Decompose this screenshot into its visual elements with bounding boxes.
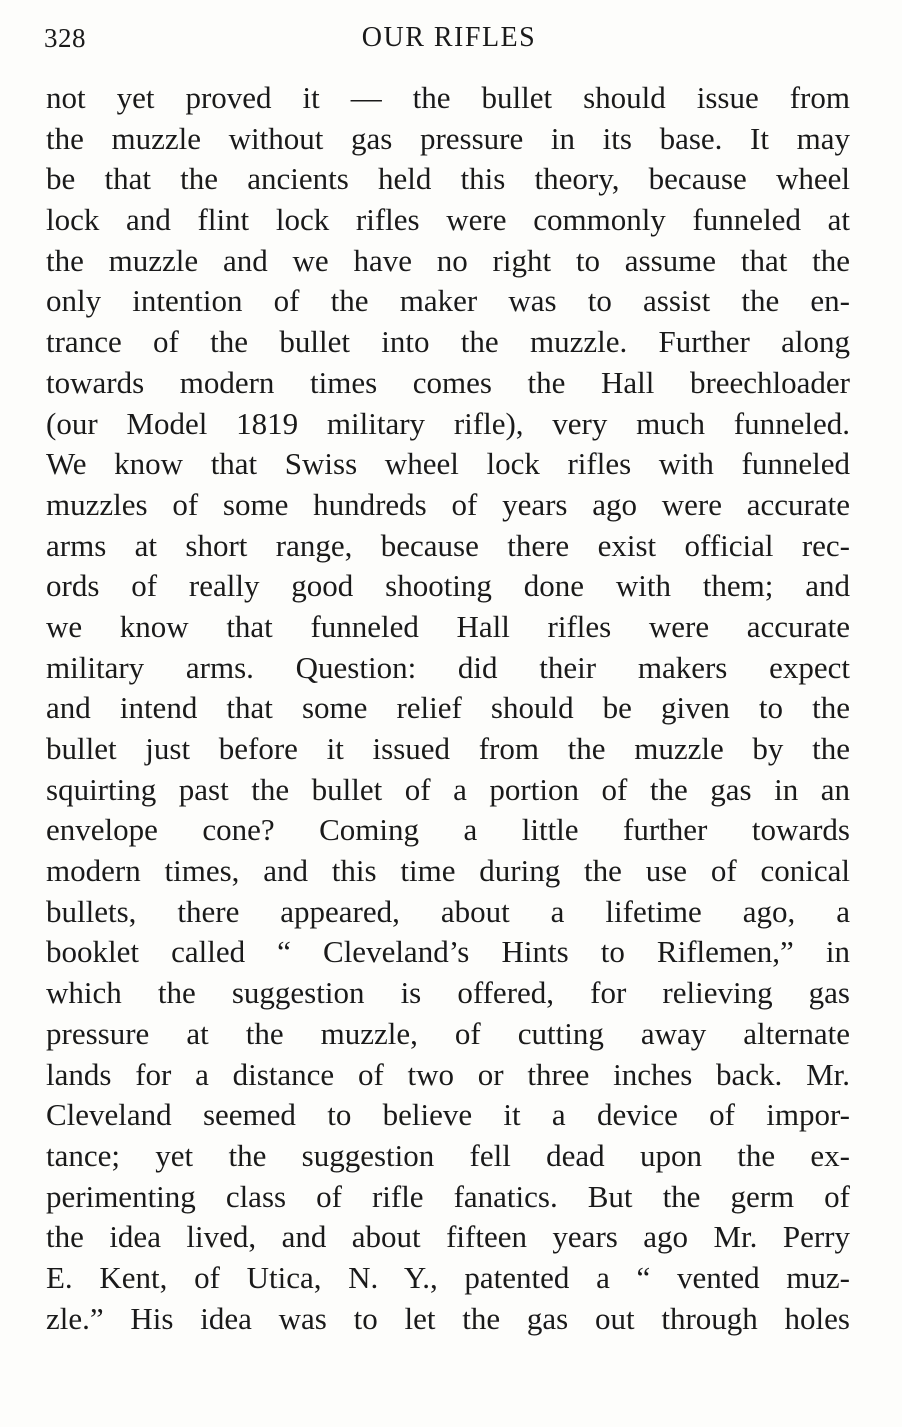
text-line: zle.” His idea was to let the gas out through holes xyxy=(46,1300,850,1336)
text-line: the idea lived, and about fifteen years ago Mr. Perry xyxy=(46,1219,850,1255)
text-line: the muzzle without gas pressure in its base. It may xyxy=(46,120,850,156)
text-line: modern times, and this time during the use of conical xyxy=(46,853,850,889)
text-line: bullet just before it issued from the muzzle by the xyxy=(46,731,850,766)
text-line: not yet proved it — the bullet should issue from xyxy=(46,80,850,115)
text-line: We know that Swiss wheel lock rifles with funneled xyxy=(46,446,850,482)
text-line: perimenting class of rifle fanatics. But the germ of xyxy=(46,1178,850,1214)
page-header xyxy=(44,18,854,58)
body-text xyxy=(46,78,850,1339)
running-head: OUR RIFLES xyxy=(361,22,537,53)
text-line: lock and flint lock rifles were commonly funneled at xyxy=(46,202,850,238)
text-line: and intend that some relief should be given to the xyxy=(46,690,850,726)
text-line: E. Kent, of Utica, N. Y., patented a “ vented muz- xyxy=(46,1259,850,1295)
text-line: pressure at the muzzle, of cutting away alternate xyxy=(46,1015,850,1051)
text-line: arms at short range, because there exist official rec- xyxy=(46,527,850,563)
text-line: ords of really good shooting done with them; and xyxy=(46,568,850,604)
text-line: we know that funneled Hall rifles were accurate xyxy=(46,608,850,644)
text-line: envelope cone? Coming a little further towards xyxy=(46,812,850,848)
text-line: trance of the bullet into the muzzle. Further along xyxy=(46,324,850,360)
text-line: only intention of the maker was to assist the en- xyxy=(46,283,850,319)
text-line: be that the ancients held this theory, because wheel xyxy=(46,161,850,197)
text-line: which the suggestion is offered, for relieving gas xyxy=(46,975,850,1011)
text-line: tance; yet the suggestion fell dead upon the ex- xyxy=(46,1137,850,1173)
text-line: towards modern times comes the Hall breechloader xyxy=(46,364,850,400)
text-line: squirting past the bullet of a portion of the gas in an xyxy=(46,771,850,807)
page-number: 328 xyxy=(44,23,86,53)
text-line: booklet called “ Cleveland’s Hints to Riflemen,” in xyxy=(46,934,850,970)
text-line: muzzles of some hundreds of years ago were accurate xyxy=(46,486,850,522)
text-line: bullets, there appeared, about a lifetime ago, a xyxy=(46,893,850,929)
text-line: military arms. Question: did their makers expect xyxy=(46,649,850,685)
text-line: Cleveland seemed to believe it a device of impor- xyxy=(46,1097,850,1133)
text-line: lands for a distance of two or three inches back. Mr. xyxy=(46,1056,850,1092)
text-line: (our Model 1819 military rifle), very much funneled. xyxy=(46,405,850,441)
text-line: the muzzle and we have no right to assume that the xyxy=(46,242,850,278)
